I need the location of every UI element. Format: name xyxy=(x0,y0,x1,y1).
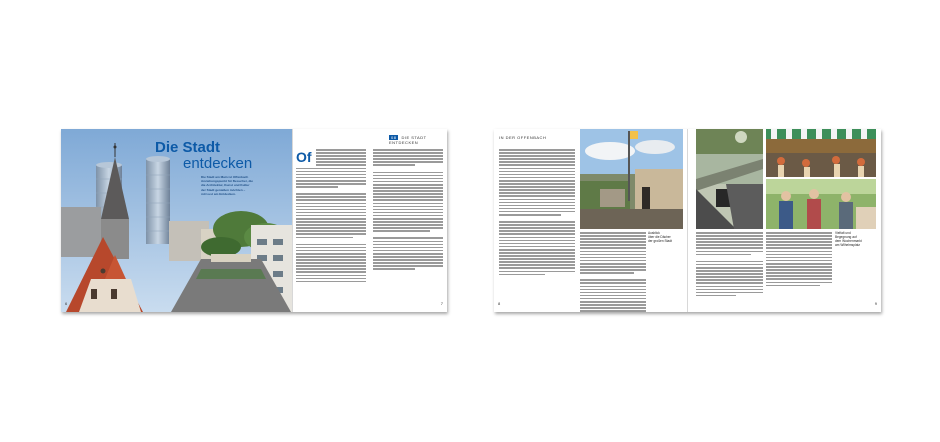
right-spread xyxy=(494,129,881,312)
photo-market-stalls xyxy=(766,129,876,177)
left-spread xyxy=(61,129,447,312)
page-number-right: 7 xyxy=(440,301,443,306)
text-column-2 xyxy=(373,149,443,271)
chapter-title-line2: entdecken xyxy=(183,155,253,172)
text-column-4 xyxy=(580,232,646,312)
left-page-text xyxy=(293,129,447,312)
photo-market-people xyxy=(766,179,876,229)
right-spread-left-page xyxy=(494,129,687,312)
right-spread-right-page xyxy=(688,129,881,312)
photo-rooftop-terrace xyxy=(580,129,683,229)
photo-river-bridge xyxy=(696,129,763,229)
chapter-title-line1: Die Stadt xyxy=(155,139,221,156)
text-column-5 xyxy=(696,232,763,298)
title-block xyxy=(155,140,292,196)
left-page-image xyxy=(61,129,292,312)
dropcap: Of xyxy=(296,149,312,165)
running-header: 08 DIE STADT ENTDECKEN xyxy=(389,135,427,145)
caption-rooftop: Ausblick über die Dächer der großen Stadt xyxy=(648,231,672,243)
caption-market: Vielfalt und Begegnung auf dem Wochenmarkt am Wilhelmsplatz xyxy=(835,231,862,247)
text-column-3 xyxy=(499,149,575,277)
page-number-left-2: 8 xyxy=(498,301,501,306)
text-column-6 xyxy=(766,232,832,288)
page-number-left: 6 xyxy=(65,301,68,306)
page-number-right-2: 9 xyxy=(874,301,877,306)
intro-text: Die Stadt am Main ist Offenbach Anziehungspunkt für Besucher, die die Architektur, Kunst und Kultur der Stadt genießen möchten – mit Lust am Entdecken. xyxy=(201,175,253,196)
text-column-1 xyxy=(296,149,366,284)
running-header-right: IN DER OFFENBACH xyxy=(499,135,547,140)
